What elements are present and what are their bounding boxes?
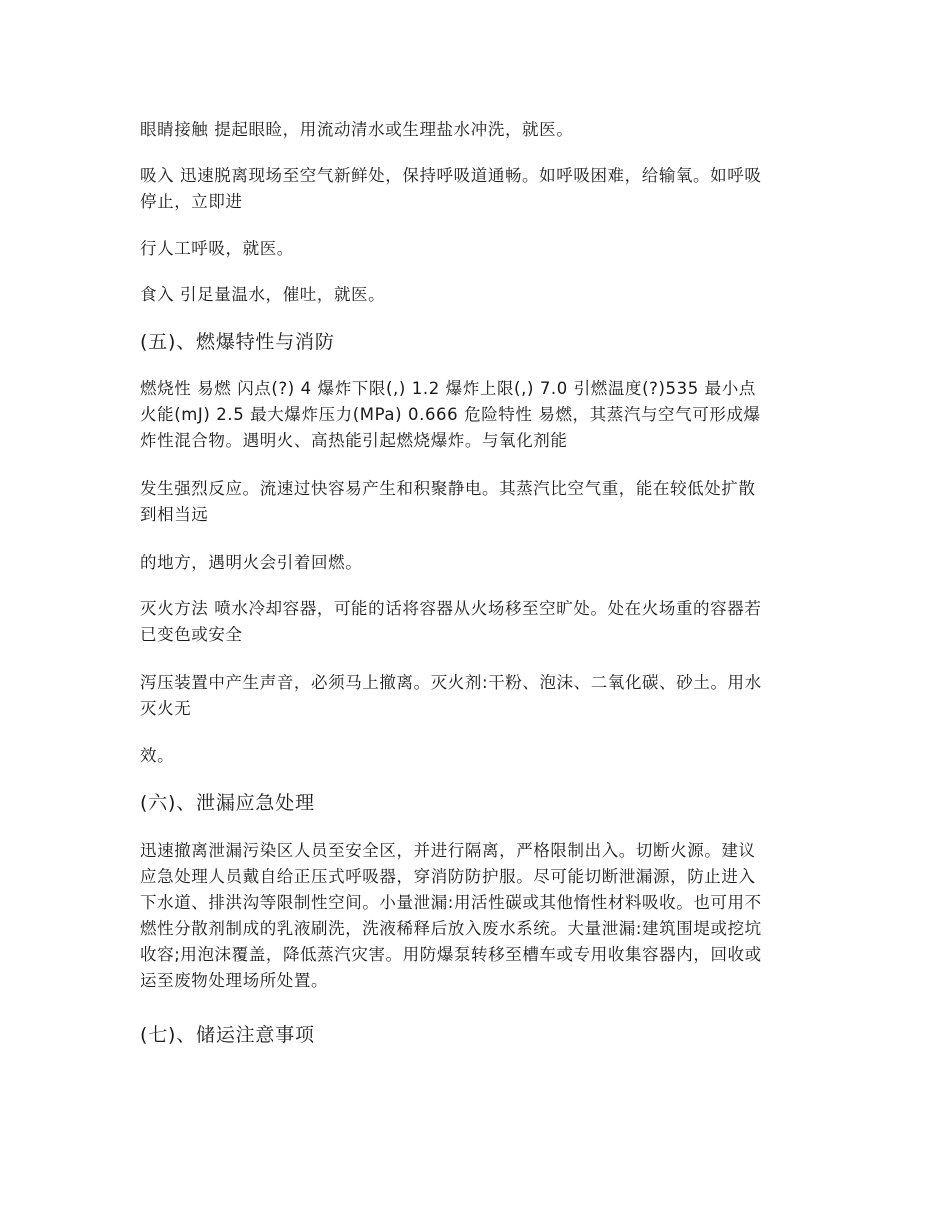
text-line: 泻压装置中产生声音，必须马上撤离。灭火剂:干粉、泡沫、二氧化碳、砂土。用水 xyxy=(140,673,762,692)
text-line: 运至废物处理场所处置。 xyxy=(140,971,329,990)
text-line: 炸性混合物。遇明火、高热能引起燃烧爆炸。与氧化剂能 xyxy=(140,431,568,450)
text-line: 燃性分散剂制成的乳液刷洗，洗液稀释后放入废水系统。大量泄漏:建筑围堤或挖坑 xyxy=(140,919,762,938)
text-line: 发生强烈反应。流速过快容易产生和积聚静电。其蒸汽比空气重，能在较低处扩散 xyxy=(140,479,756,498)
first-aid-inhale xyxy=(140,163,812,215)
section-6-heading: (六)、泄漏应急处理 xyxy=(140,792,315,814)
text-line: 下水道、排洪沟等限制性空间。小量泄漏:用活性碳或其他惰性材料吸收。也可用不 xyxy=(140,893,762,912)
section-5-paragraph-1 xyxy=(140,376,812,454)
section-5-paragraph-5 xyxy=(140,670,812,722)
section-5-paragraph-4 xyxy=(140,596,812,648)
text-line: 应急处理人员戴自给正压式呼吸器，穿消防防护服。尽可能切断泄漏源，防止进入 xyxy=(140,867,756,886)
text-line: 停止，立即进 xyxy=(140,192,243,211)
section-7-heading: (七)、储运注意事项 xyxy=(140,1024,315,1046)
section-5-heading: (五)、燃爆特性与消防 xyxy=(140,331,335,353)
text-line: 吸入 迅速脱离现场至空气新鲜处，保持呼吸道通畅。如呼吸困难，给输氧。如呼吸 xyxy=(140,166,762,185)
text-line: 食入 引足量温水，催吐，就医。 xyxy=(140,285,386,304)
first-aid-ingest xyxy=(140,282,812,308)
text-line: 到相当远 xyxy=(140,505,209,524)
section-6-paragraph-1 xyxy=(140,838,812,994)
text-line: 效。 xyxy=(140,746,175,765)
section-5-paragraph-6 xyxy=(140,743,812,769)
text-line: 灭火方法 喷水冷却容器，可能的话将容器从火场移至空旷处。处在火场重的容器若 xyxy=(140,599,762,618)
text-line: 眼睛接触 提起眼睑，用流动清水或生理盐水冲洗，就医。 xyxy=(140,120,574,139)
text-line: 燃烧性 易燃 闪点(?) 4 爆炸下限(,) 1.2 爆炸上限(,) 7.0 引燃温度(?)535 最小点 xyxy=(140,379,756,398)
text-line: 灭火无 xyxy=(140,699,192,718)
text-line: 收容;用泡沫覆盖，降低蒸汽灾害。用防爆泵转移至槽车或专用收集容器内，回收或 xyxy=(140,945,762,964)
section-5-paragraph-3 xyxy=(140,550,812,576)
text-line: 迅速撤离泄漏污染区人员至安全区，并进行隔离，严格限制出入。切断火源。建议 xyxy=(140,841,756,860)
text-line: 行人工呼吸，就医。 xyxy=(140,239,294,258)
first-aid-inhale-cont xyxy=(140,236,812,262)
text-line: 的地方，遇明火会引着回燃。 xyxy=(140,553,363,572)
text-line: 已变色或安全 xyxy=(140,625,243,644)
section-5-paragraph-2 xyxy=(140,476,812,528)
first-aid-eye xyxy=(140,117,812,143)
text-line: 火能(mJ) 2.5 最大爆炸压力(MPa) 0.666 危险特性 易燃，其蒸汽与空气可形成爆 xyxy=(140,405,761,424)
